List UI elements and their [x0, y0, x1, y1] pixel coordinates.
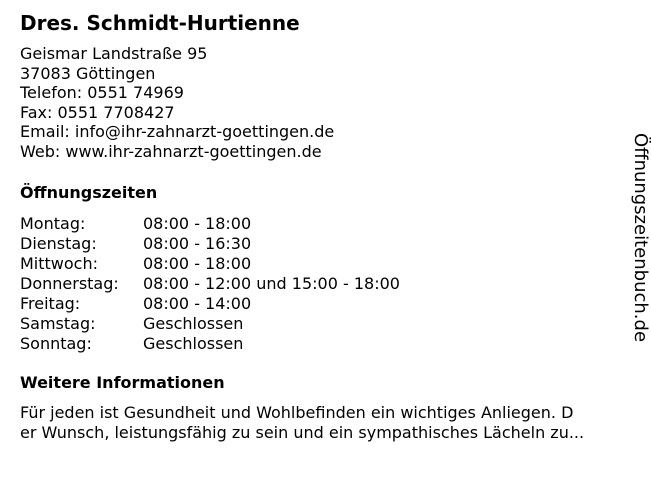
contact-block	[20, 44, 334, 161]
info-line: Für jeden ist Gesundheit und Wohlbefinden ein wichtiges Anliegen. D	[20, 403, 574, 422]
time-value: 08:00 - 18:00	[143, 254, 252, 273]
time-value: 08:00 - 12:00 und 15:00 - 18:00	[143, 274, 400, 293]
day-label: Montag:	[20, 214, 86, 233]
hours-row-tuesday	[20, 234, 400, 254]
day-label: Freitag:	[20, 294, 81, 313]
time-value: 08:00 - 14:00	[143, 294, 252, 313]
day-label: Dienstag:	[20, 234, 97, 253]
opening-hours-list	[20, 214, 400, 354]
hours-row-wednesday	[20, 254, 400, 274]
time-value: 08:00 - 18:00	[143, 214, 252, 233]
email-address: Email: info@ihr-zahnarzt-goettingen.de	[20, 122, 335, 141]
time-value: Geschlossen	[143, 334, 244, 353]
info-heading: Weitere Informationen	[20, 373, 225, 392]
info-line: er Wunsch, leistungsfähig zu sein und ein sympathisches Lächeln zu...	[20, 423, 585, 442]
practice-name: Dres. Schmidt-Hurtienne	[20, 11, 300, 35]
hours-row-monday	[20, 214, 400, 234]
city-address: 37083 Göttingen	[20, 63, 156, 83]
fax-number: Fax: 0551 7708427	[20, 102, 175, 122]
hours-row-sunday	[20, 334, 400, 354]
info-text	[20, 403, 632, 443]
time-value: 08:00 - 16:30	[143, 234, 252, 253]
hours-row-thursday	[20, 274, 400, 294]
day-label: Samstag:	[20, 314, 96, 333]
day-label: Donnerstag:	[20, 274, 119, 293]
phone-number: Telefon: 0551 74969	[20, 83, 184, 102]
hours-heading: Öffnungszeiten	[20, 183, 158, 202]
street-address: Geismar Landstraße 95	[20, 44, 208, 63]
hours-row-friday	[20, 294, 400, 314]
time-value: Geschlossen	[143, 314, 244, 333]
website-url: Web: www.ihr-zahnarzt-goettingen.de	[20, 141, 322, 161]
day-label: Mittwoch:	[20, 254, 98, 273]
day-label: Sonntag:	[20, 334, 92, 353]
brand-watermark: Öffnungszeitenbuch.de	[630, 133, 651, 343]
hours-row-saturday	[20, 314, 400, 334]
